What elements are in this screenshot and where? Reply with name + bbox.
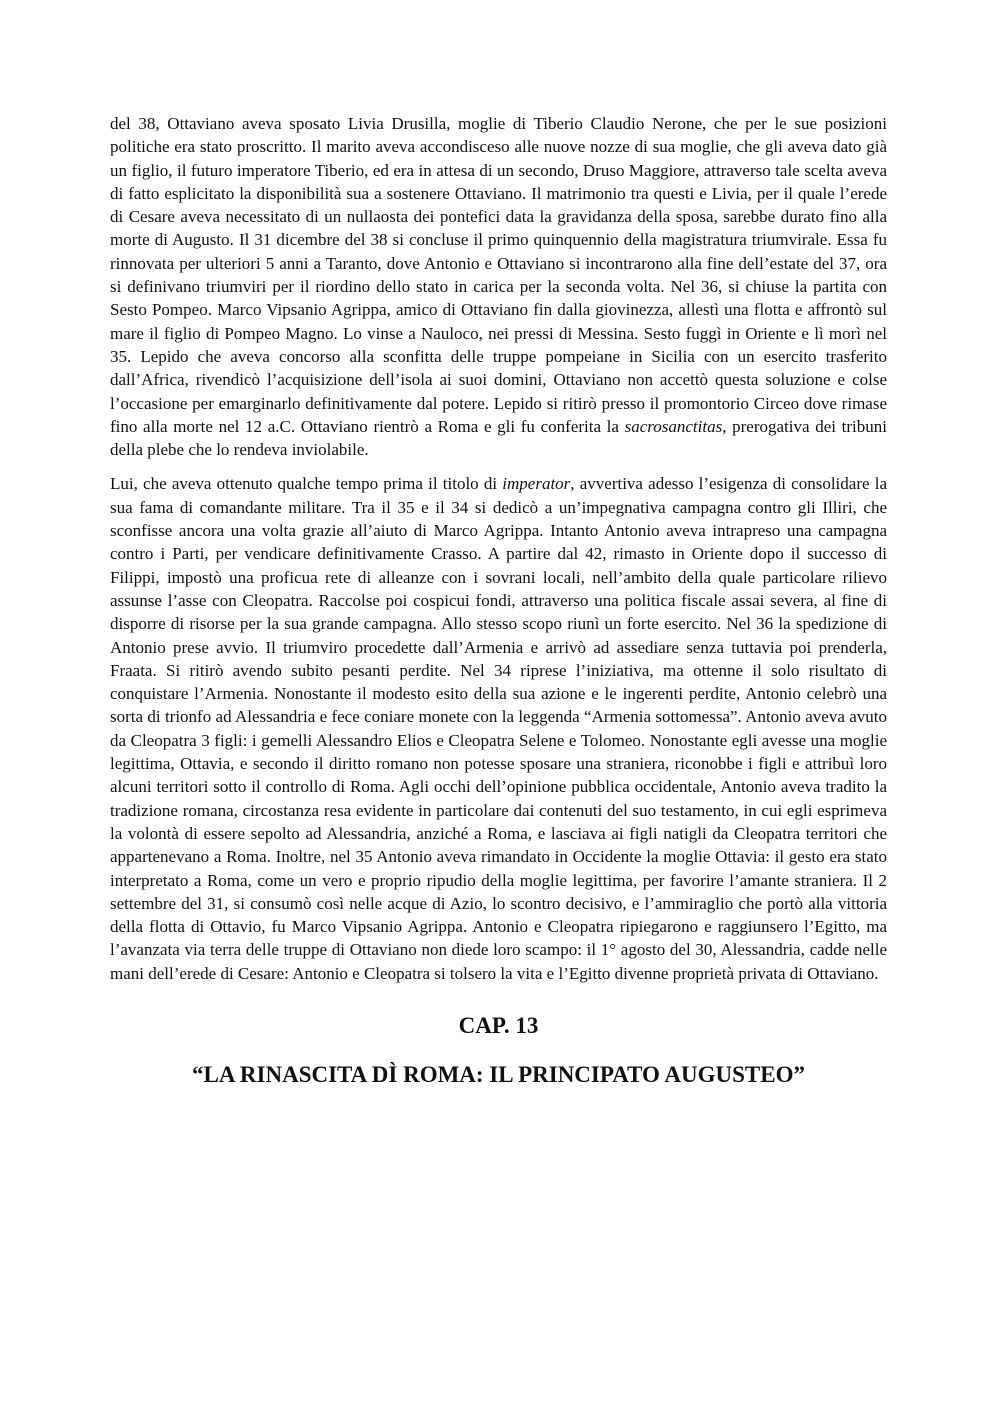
paragraph-2-text-2: , avvertiva adesso l’esigenza di consolidare la sua fama di comandante militare. Tra il 35 e il 34 si dedicò a un’impegnativa campagna contro gli Illiri, che sconfisse ancora una volta grazie all’aiuto di Marco Agrippa. Intanto Antonio aveva intrapreso una campagna contro i Parti, per vendicare definitivamente Crasso. A partire dal 42, rimasto in Oriente dopo il successo di Filippi, impostò una proficua rete di alleanze con i sovrani locali, nell’ambito della quale particolare rilievo assunse l’asse con Cleopatra. Raccolse poi cospicui fondi, attraverso una politica fiscale assai severa, al fine di disporre di risorse per la sua grande campagna. Allo stesso scopo riunì un forte esercito. Nel 36 la spedizione di Antonio prese avvio. Il triumviro procedette dall’Armenia e arrivò ad assediare senza tuttavia poi prenderla, Fraata. Si ritirò avendo subito pesanti perdite. Nel 34 riprese l’iniziativa, ma ottenne il solo risultato di conquistare l’Armenia. Nonostante il modesto esito della sua azione e le ingerenti perdite, Antonio celebrò una sorta di trionfo ad Alessandria e fece coniare monete con la leggenda “Armenia sottomessa”. Antonio aveva avuto da Cleopatra 3 figli: i gemelli Alessandro Elios e Cleopatra Selene e Tolomeo. Nonostante egli avesse una moglie legittima, Ottavia, e secondo il diritto romano non potesse sposare una straniera, riconobbe i figli e attribuì loro alcuni territori sotto il controllo di Roma. Agli occhi dell’opinione pubblica occidentale, Antonio aveva tradito la tradizione romana, circostanza resa evidente in particolare dai contenuti del suo testamento, in cui egli esprimeva la volontà di essere sepolto ad Alessandria, anziché a Roma, e lasciava ai figli natigli da Cleopatra territori che appartenevano a Roma. Inoltre, nel 35 Antonio aveva rimandato in Occidente la moglie Ottavia: il gesto era stato interpretato a Roma, come un vero e proprio ripudio della moglie legittima, per favorire l’amante straniera. Il 2 settembre del 31, si consumò così nelle acque di Azio, lo scontro decisivo, e l’ammiraglio che portò alla vittoria della flotta di Ottavio, fu Marco Vipsanio Agrippa. Antonio e Cleopatra ripiegarono e raggiunsero l’Egitto, ma l’avanzata via terra delle truppe di Ottaviano non diede loro scampo: il 1° agosto del 30, Alessandria, cadde nelle mani dell’erede di Cesare: Antonio e Cleopatra si tolsero la vita e l’Egitto divenne proprietà privata di Ottaviano. [110, 474, 887, 983]
paragraph-2 [110, 472, 887, 985]
chapter-title: “LA RINASCITA DÌ ROMA: IL PRINCIPATO AUGUSTEO” [191, 1061, 805, 1087]
paragraph-2-italic-term: imperator [502, 474, 571, 494]
paragraph-1-italic-term: sacrosanctitas [624, 416, 723, 436]
chapter-number: CAP. 13 [458, 1012, 539, 1038]
document-page [110, 112, 887, 1090]
paragraph-1 [110, 112, 887, 461]
paragraph-1-text-1: del 38, Ottaviano aveva sposato Livia Drusilla, moglie di Tiberio Claudio Nerone, che per le sue posizioni politiche era stato proscritto. Il marito aveva accondisceso alle nuove nozze di sua moglie, che gli aveva dato già un figlio, il futuro imperatore Tiberio, ed era in attesa di un secondo, Druso Maggiore, attraverso tale scelta aveva di fatto esplicitato la disponibilità sua a sostenere Ottaviano. Il matrimonio tra questi e Livia, per il quale l’erede di Cesare aveva necessitato di un nullaosta dei pontefici data la gravidanza della sposa, sarebbe durato fino alla morte di Augusto. Il 31 dicembre del 38 si concluse il primo quinquennio della magistratura triumvirale. Essa fu rinnovata per ulteriori 5 anni a Taranto, dove Antonio e Ottaviano si incontrarono alla fine dell’estate del 37, ora si definivano triumviri per il riordino dello stato in carica per la seconda volta. Nel 36, si chiuse la partita con Sesto Pompeo. Marco Vipsanio Agrippa, amico di Ottaviano fin dalla giovinezza, allestì una flotta e affrontò sul mare il figlio di Pompeo Magno. Lo vinse a Nauloco, nei pressi di Messina. Sesto fuggì in Oriente e lì morì nel 35. Lepido che aveva concorso alla sconfitta delle truppe pompeiane in Sicilia con un esercito trasferito dall’Africa, rivendicò l’acquisizione dell’isola ai suoi domini, Ottaviano non accettò questa soluzione e colse l’occasione per emarginarlo definitivamente dal potere. Lepido si ritirò presso il promontorio Circeo dove rimase fino alla morte nel 12 a.C. Ottaviano rientrò a Roma e gli fu conferita la [110, 114, 887, 436]
paragraph-1-text-2: , prerogativa dei tribuni della plebe che lo rendeva inviolabile. [110, 416, 887, 460]
paragraph-2-text-1: Lui, che aveva ottenuto qualche tempo prima il titolo di [110, 474, 503, 494]
